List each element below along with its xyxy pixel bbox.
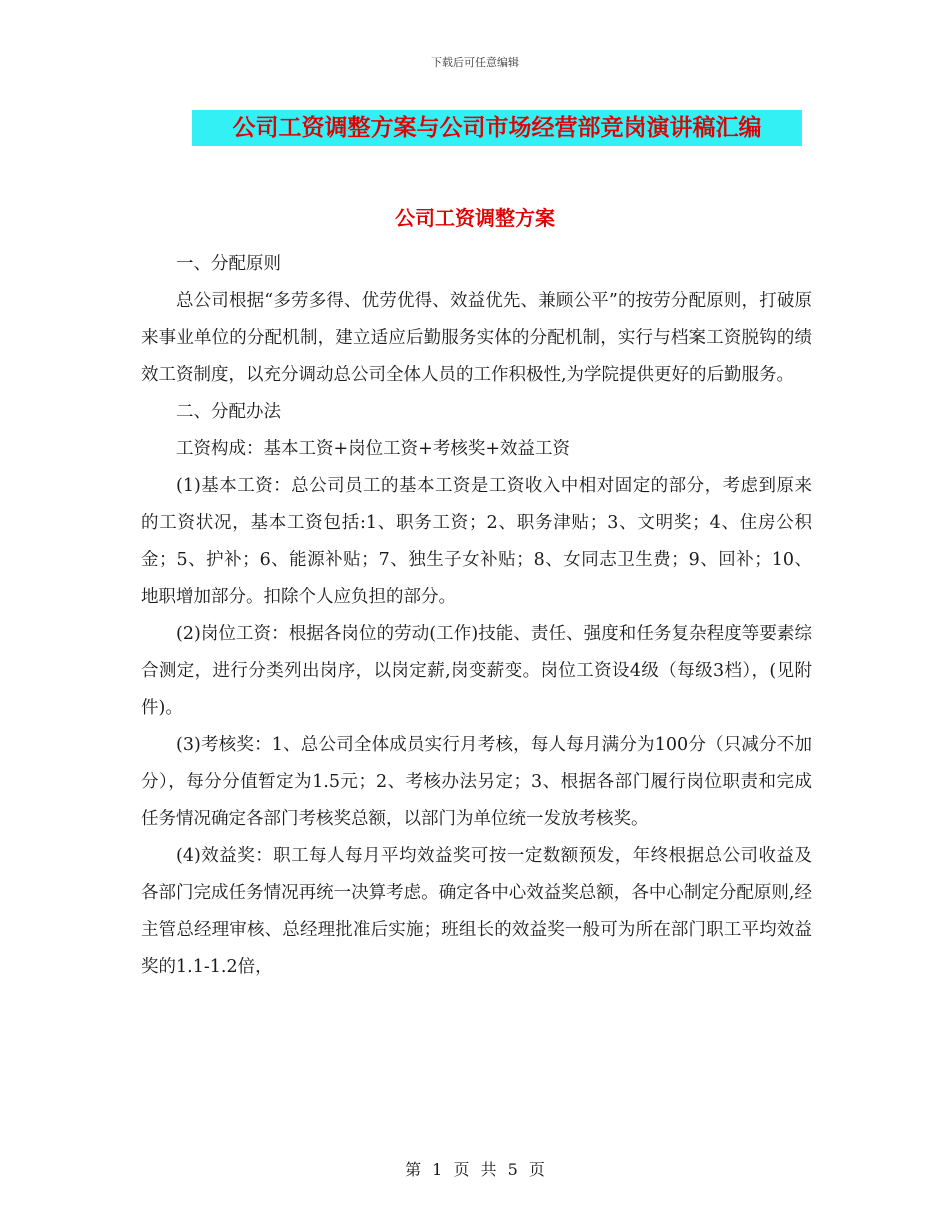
paragraph: 工资构成：基本工资+岗位工资+考核奖+效益工资 bbox=[176, 439, 570, 459]
page-footer: 第 1 页 共 5 页 bbox=[405, 1160, 545, 1179]
paragraph: 总公司根据“多劳多得、优劳优得、效益优先、兼顾公平”的按劳分配原则，打破原来事业单位的分配机制，建立适应后勤服务实体的分配机制，实行与档案工资脱钩的绩效工资制度，以充分调动总公司全体人员的工作积极性,为学院提供更好的后勤服务。 bbox=[141, 291, 812, 385]
paragraph-heading-1: 一、分配原则 bbox=[176, 254, 281, 274]
paragraph: (1)基本工资：总公司员工的基本工资是工资收入中相对固定的部分，考虑到原来的工资状况，基本工资包括:1、职务工资；2、职务津贴；3、文明奖；4、住房公积金；5、护补；6、能源补贴；7、独生子女补贴；8、女同志卫生费；9、回补；10、地职增加部分。扣除个人应负担的部分。 bbox=[141, 476, 812, 607]
paragraph-heading-2: 二、分配办法 bbox=[176, 402, 281, 422]
paragraph: (2)岗位工资：根据各岗位的劳动(工作)技能、责任、强度和任务复杂程度等要素综合测定，进行分类列出岗序，以岗定薪,岗变薪变。岗位工资设4级（每级3档），(见附件)。 bbox=[141, 624, 812, 718]
header-note: 下载后可任意编辑 bbox=[431, 56, 519, 69]
document-body bbox=[141, 246, 812, 986]
section-title: 公司工资调整方案 bbox=[395, 206, 555, 230]
document-title: 公司工资调整方案与公司市场经营部竞岗演讲稿汇编 bbox=[192, 110, 802, 146]
paragraph: (4)效益奖：职工每人每月平均效益奖可按一定数额预发，年终根据总公司收益及各部门完成任务情况再统一决算考虑。确定各中心效益奖总额，各中心制定分配原则,经主管总经理审核、总经理批准后实施；班组长的效益奖一般可为所在部门职工平均效益奖的1.1-1.2倍， bbox=[141, 846, 812, 977]
paragraph: (3)考核奖：1、总公司全体成员实行月考核，每人每月满分为100分（只减分不加分），每分分值暂定为1.5元；2、考核办法另定；3、根据各部门履行岗位职责和完成任务情况确定各部门考核奖总额，以部门为单位统一发放考核奖。 bbox=[141, 735, 812, 829]
